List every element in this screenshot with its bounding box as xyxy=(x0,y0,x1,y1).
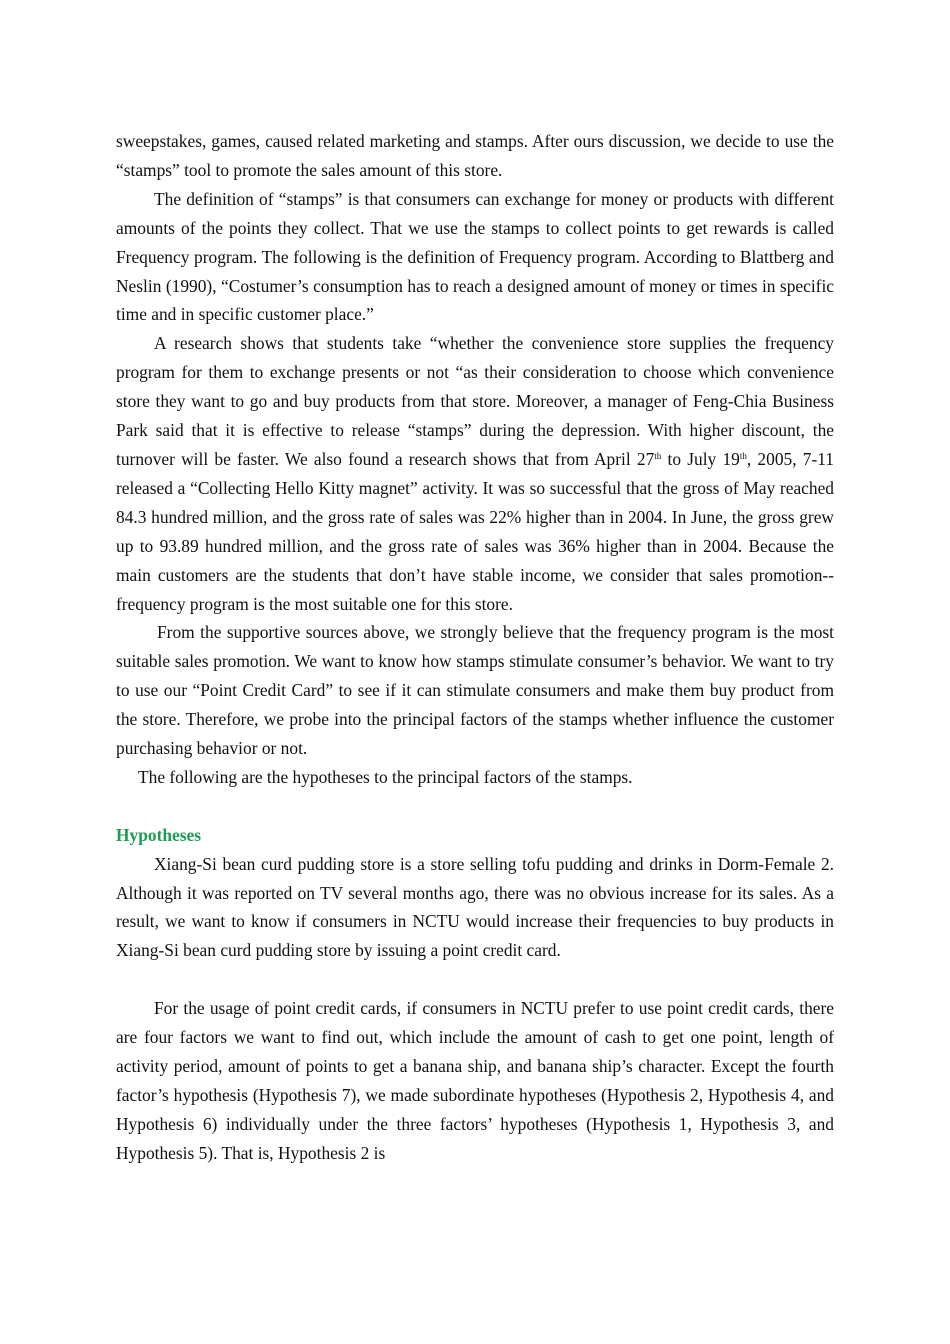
research-text-part-3: , 2005, 7-11 released a “Collecting Hello Kitty magnet” activity. It was so successful that the gross of May reached 84.3 hundred million, and the gross rate of sales was 22% higher than in 2004. In June, the gross grew up to 93.89 hundred million, and the gross rate of sales was 36% higher than in 2004. Because the main customers are the students that don’t have stable income, we consider that sales promotion-- frequency program is the most suitable one for this store. xyxy=(116,448,835,614)
paragraph-point-card-factors: For the usage of point credit cards, if consumers in NCTU prefer to use point credit cards, there are four factors we want to find out, which include the amount of cash to get one point, length of activity period, amount of points to get a banana ship, and banana ship’s character. Except the fourth factor’s hypothesis (Hypothesis 7), we made subordinate hypotheses (Hypothesis 2, Hypothesis 4, and Hypothesis 6) individually under the three factors’ hypotheses (Hypothesis 1, Hypothesis 3, and Hypothesis 5). That is, Hypothesis 2 is xyxy=(116,998,834,1163)
paragraph-research-evidence xyxy=(116,329,834,618)
research-text-part-2: to July 19 xyxy=(661,448,740,469)
spacer xyxy=(116,965,834,994)
paragraph-stamps-definition: The definition of “stamps” is that consumers can exchange for money or products with different amounts of the points they collect. That we use the stamps to collect points to get rewards is called Frequency program. The following is the definition of Frequency program. According to Blattberg and Neslin (1990), “Costumer’s consumption has to reach a designed amount of money or times in specific time and in specific customer place.” xyxy=(116,188,834,325)
section-heading-hypotheses: Hypotheses xyxy=(116,824,202,845)
ordinal-superscript: th xyxy=(654,450,662,461)
research-text-part-1: A research shows that students take “whether the convenience store supplies the frequency program for them to exchange presents or not “as their consideration to choose which convenience store they want to go and buy products from that store. Moreover, a manager of Feng-Chia Business Park said that it is effective to release “stamps” during the depression. With higher discount, the turnover will be faster. We also found a research shows that from April 27 xyxy=(116,333,834,469)
paragraph-supportive-sources: From the supportive sources above, we strongly believe that the frequency program is the most suitable sales promotion. We want to know how stamps stimulate consumer’s behavior. We want to try to use our “Point Credit Card” to see if it can stimulate consumers and make them buy product from the store. Therefore, we probe into the principal factors of the stamps whether influence the customer purchasing behavior or not. xyxy=(116,622,834,759)
paragraph-promotion-tools: sweepstakes, games, caused related marketing and stamps. After ours discussion, we decide to use the “stamps” tool to promote the sales amount of this store. xyxy=(116,131,834,180)
document-page xyxy=(116,127,834,1168)
spacer xyxy=(116,792,834,821)
paragraph-hypotheses-intro: The following are the hypotheses to the principal factors of the stamps. xyxy=(138,766,633,787)
paragraph-store-description: Xiang-Si bean curd pudding store is a store selling tofu pudding and drinks in Dorm-Female 2. Although it was reported on TV several months ago, there was no obvious increase for its sales. As a result, we want to know if consumers in NCTU would increase their frequencies to buy products in Xiang-Si bean curd pudding store by issuing a point credit card. xyxy=(116,853,834,961)
ordinal-superscript: th xyxy=(739,450,747,461)
